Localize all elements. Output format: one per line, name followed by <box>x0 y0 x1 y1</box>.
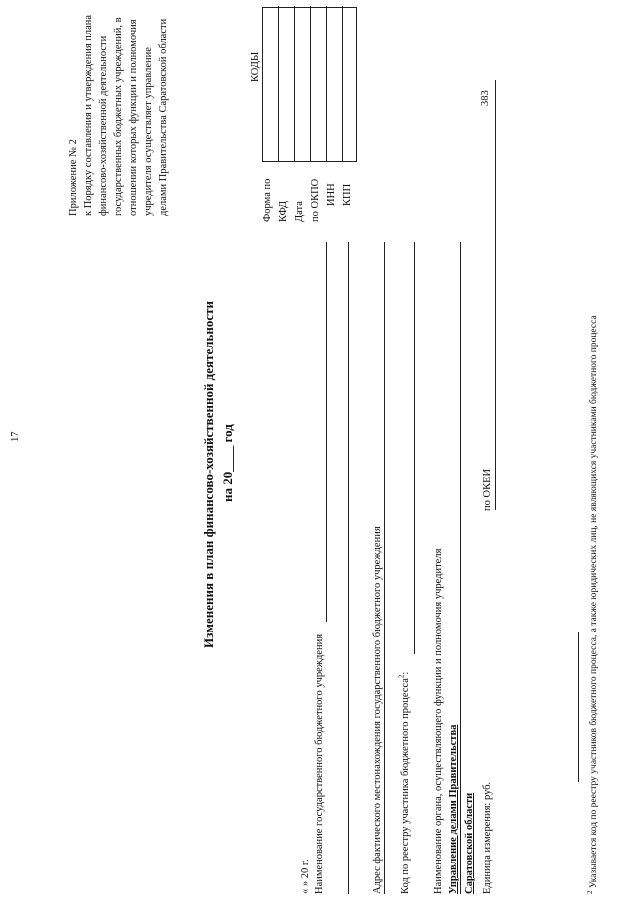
address-underline <box>384 242 385 894</box>
codes-table <box>262 7 357 162</box>
registry-code-underline <box>414 242 415 654</box>
address-label: Адрес фактического местонахождения государственного бюджетного учреждения <box>372 526 383 894</box>
footnote-separator <box>578 632 579 782</box>
appendix-line-3: финансово-хозяйственной деятельности <box>98 35 109 216</box>
codes-header: КОДЫ <box>250 51 261 82</box>
footnote <box>585 315 600 894</box>
label-date: Дата <box>294 201 305 222</box>
appendix-line-1: Приложение № 2 <box>68 139 79 216</box>
label-kpp: КПП <box>342 183 353 206</box>
registry-code-label: Код по реестру участника бюджетного процесса$^2$: <box>397 671 411 894</box>
date-line: « » 20 г. <box>300 859 311 894</box>
codes-row-divider <box>278 6 279 161</box>
appendix-line-6: учредителя осуществляет управление <box>143 47 154 216</box>
organ-underline <box>460 242 461 894</box>
registry-code-sup: 2 <box>397 674 406 679</box>
appendix-line-4: государственных бюджетных учреждений, в <box>113 17 124 216</box>
organ-value-1: Управление делами Правительства <box>448 724 459 894</box>
unit-label: Единица измерения: руб. <box>482 781 493 894</box>
footnote-mark: 2 <box>585 890 594 894</box>
label-okei: по ОКЕИ <box>482 468 493 511</box>
page-number: 17 <box>10 431 21 442</box>
organ-label: Наименование органа, осуществляющего функции и полномочия учредителя <box>433 548 444 894</box>
codes-row-divider <box>310 6 311 161</box>
registry-code-text: Код по реестру участника бюджетного процесса <box>400 678 411 894</box>
label-kfd: КФД <box>278 200 289 222</box>
institution-name-underline <box>326 242 327 622</box>
label-okpo: по ОКПО <box>310 178 321 222</box>
codes-row-divider <box>342 6 343 161</box>
codes-row-divider <box>294 6 295 161</box>
label-inn: ИНН <box>326 183 337 206</box>
appendix-line-2: к Порядку составления и утверждения плана <box>83 14 94 216</box>
organ-value-2: Саратовской области <box>464 792 475 894</box>
appendix-line-7: делами Правительства Саратовской области <box>158 18 169 216</box>
appendix-line-5: отношении которых функции и полномочия <box>128 19 139 216</box>
institution-name-label: Наименование государственного бюджетного учреждения <box>314 633 325 894</box>
form-title-year: на 20____ год <box>220 424 235 502</box>
okei-value: 383 <box>480 90 491 106</box>
okei-box <box>476 80 496 510</box>
form-title: Изменения в план финансово-хозяйственной деятельности <box>201 300 216 648</box>
institution-name-underline-2 <box>348 242 349 894</box>
footnote-text: Указывается код по реестру участников бюджетного процесса, а также юридических лиц, не являющихся участниками бюджетного процесса <box>589 315 599 889</box>
label-form: Форма по <box>262 178 273 222</box>
codes-row-divider <box>326 6 327 161</box>
